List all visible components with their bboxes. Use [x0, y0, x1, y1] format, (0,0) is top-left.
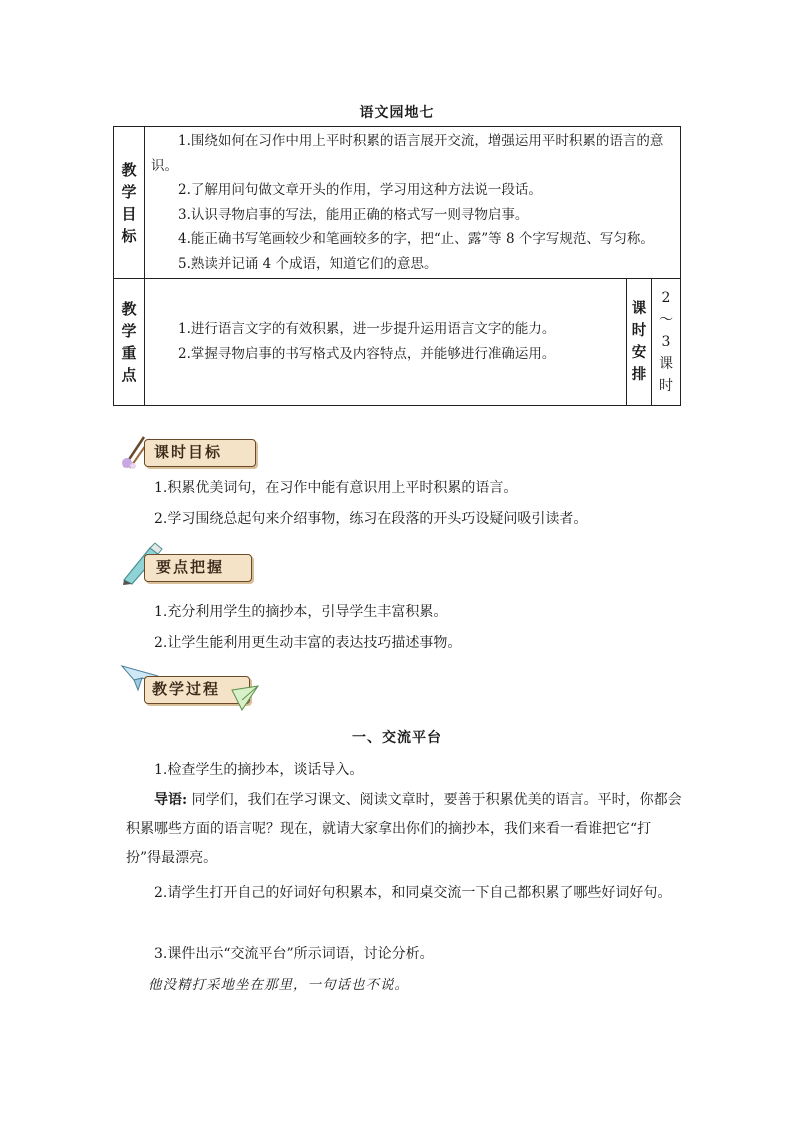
objectives-banner-label: 课时目标	[154, 443, 223, 461]
key-item: 1.进行语言文字的有效积累，进一步提升运用语言文字的能力。	[178, 321, 556, 337]
process-banner	[120, 662, 260, 714]
goals-header-cell	[114, 127, 145, 279]
lesson-plan-table	[113, 126, 681, 406]
objective-item: 2.学习围绕总起句来介绍事物，练习在段落的开头巧设疑问吸引读者。	[154, 511, 588, 527]
process-step: 3.课件出示“交流平台”所示词语，讨论分析。	[154, 946, 434, 962]
key-point-item: 2.让学生能利用更生动丰富的表达技巧描述事物。	[154, 635, 462, 651]
key-item: 2.掌握寻物启事的书写格式及内容特点，并能够进行准确运用。	[178, 346, 556, 362]
hours-value: 2～3课时	[659, 290, 673, 394]
lead-text: 同学们，我们在学习课文、阅读文章时，要善于积累优美的语言。平时，你都会积累哪些方面的语言呢？现在，就请大家拿出你们的摘抄本，我们来看一看谁把它“打扮”得最漂亮。	[126, 792, 682, 866]
keys-cell	[145, 279, 627, 406]
goal-item: 2.了解用问句做文章开头的作用，学习用这种方法说一段话。	[178, 182, 542, 198]
objective-item: 1.积累优美词句，在习作中能有意识用上平时积累的语言。	[154, 480, 518, 496]
objectives-banner	[120, 433, 260, 471]
paper-plane-icon	[230, 684, 260, 714]
hours-header-cell	[627, 279, 652, 406]
keys-header: 教学重点	[121, 300, 137, 384]
goal-item: 4.能正确书写笔画较少和笔画较多的字，把“止、露”等 8 个字写规范、写匀称。	[178, 231, 654, 247]
section-heading: 一、交流平台	[352, 730, 442, 746]
key-points-banner-label: 要点把握	[156, 558, 225, 576]
hours-value-cell	[652, 279, 681, 406]
example-sentence: 他没精打采地坐在那里，一句话也不说。	[148, 977, 409, 993]
goal-item: 1.围绕如何在习作中用上平时积累的语言展开交流，增强运用平时积累的语言的意识。	[151, 133, 664, 174]
process-step: 1.检查学生的摘抄本，谈话导入。	[154, 762, 364, 778]
lead-paragraph	[126, 786, 682, 873]
goal-item: 5.熟读并记诵 4 个成语，知道它们的意思。	[178, 255, 438, 272]
goals-row	[114, 127, 681, 279]
keys-header-cell	[114, 279, 145, 406]
goal-item: 3.认识寻物启事的写法，能用正确的格式写一则寻物启事。	[178, 206, 529, 223]
keys-row	[114, 279, 681, 406]
hours-header: 课时安排	[631, 300, 647, 383]
lead-label: 导语:	[154, 792, 188, 808]
process-banner-label: 教学过程	[152, 680, 221, 698]
key-points-banner	[120, 542, 260, 586]
process-step: 2.请学生打开自己的好词好句积累本，和同桌交流一下自己都积累了哪些好词好句。	[154, 885, 672, 901]
page-title: 语文园地七	[359, 105, 435, 121]
goals-cell	[145, 127, 681, 279]
key-point-item: 1.充分利用学生的摘抄本，引导学生丰富积累。	[154, 604, 448, 620]
goals-header: 教学目标	[121, 160, 137, 245]
